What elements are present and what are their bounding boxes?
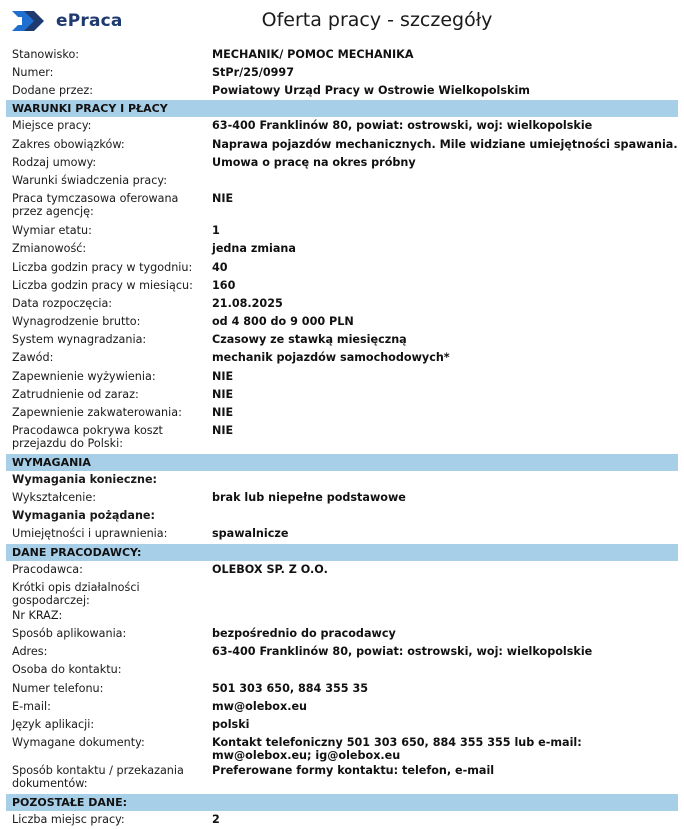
detail-row — [6, 172, 678, 190]
detail-value: polski — [212, 717, 250, 731]
section-title: DANE PRACODAWCY: — [6, 544, 678, 561]
detail-label: Wymiar etatu: — [12, 224, 92, 238]
detail-value: StPr/25/0997 — [212, 66, 294, 79]
detail-value: Umowa o pracę na okres próbny — [212, 155, 416, 169]
detail-label: Sposób kontaktu / przekazania dokumentów: — [12, 764, 184, 791]
detail-row — [6, 422, 678, 454]
detail-label: Zapewnienie zakwaterowania: — [12, 406, 182, 419]
section-title: WYMAGANIA — [6, 454, 678, 471]
detail-label: Zawód: — [12, 351, 54, 365]
detail-row — [6, 607, 678, 625]
detail-label: Pracodawca pokrywa koszt przejazdu do Polski: — [12, 424, 163, 451]
detail-row — [6, 349, 678, 367]
detail-value: Kontakt telefoniczny 501 303 650, 884 355 355 lub e-mail: mw@olebox.eu; ig@olebox.eu — [212, 736, 582, 763]
detail-row — [6, 331, 678, 349]
detail-value: NIE — [212, 369, 234, 383]
detail-value — [206, 661, 678, 679]
subsection-preferred — [6, 507, 678, 525]
section-header-warunki — [6, 100, 678, 117]
detail-row — [6, 661, 678, 679]
offer-details-table — [6, 42, 678, 829]
detail-row — [6, 117, 678, 135]
detail-value: mechanik pojazdów samochodowych* — [212, 351, 450, 365]
section-title: WARUNKI PRACY I PŁACY — [6, 100, 678, 117]
detail-value: Preferowane formy kontaktu: telefon, e-mail — [212, 764, 495, 778]
detail-value: MECHANIK/ POMOC MECHANIKA — [212, 48, 414, 61]
detail-row — [6, 295, 678, 313]
detail-label: Wynagrodzenie brutto: — [12, 315, 141, 329]
detail-label: Numer: — [12, 66, 54, 79]
detail-label: Wykształcenie: — [12, 491, 96, 505]
detail-row — [6, 579, 678, 607]
detail-value: 501 303 650, 884 355 35 — [212, 681, 369, 695]
detail-row — [6, 136, 678, 154]
detail-label: Data rozpoczęcia: — [12, 296, 113, 310]
detail-row — [6, 154, 678, 172]
detail-value: Powiatowy Urząd Pracy w Ostrowie Wielkopolskim — [212, 84, 530, 98]
detail-row — [6, 716, 678, 734]
detail-row-numer — [6, 64, 678, 82]
detail-label: Rodzaj umowy: — [12, 155, 97, 169]
detail-label: Adres: — [12, 645, 48, 659]
detail-label: Miejsce pracy: — [12, 119, 92, 133]
detail-value — [206, 579, 678, 607]
detail-row — [6, 489, 678, 507]
detail-value: jedna zmiana — [212, 242, 296, 256]
detail-value: mw@olebox.eu — [212, 699, 308, 713]
detail-row — [6, 259, 678, 277]
detail-row — [6, 762, 678, 794]
detail-row-stanowisko — [6, 42, 678, 64]
detail-value: OLEBOX SP. Z O.O. — [212, 562, 328, 576]
detail-row — [6, 222, 678, 240]
detail-row — [6, 811, 678, 829]
detail-row — [6, 625, 678, 643]
detail-value: Naprawa pojazdów mechanicznych. Mile widziane umiejętności spawania. — [212, 137, 678, 151]
detail-value: od 4 800 do 9 000 PLN — [212, 315, 354, 329]
detail-value: 63-400 Franklinów 80, powiat: ostrowski, woj: wielkopolskie — [212, 119, 593, 133]
detail-row — [6, 313, 678, 331]
detail-row — [6, 698, 678, 716]
detail-value: 63-400 Franklinów 80, powiat: ostrowski, woj: wielkopolskie — [212, 645, 593, 659]
detail-value: 40 — [212, 260, 228, 274]
detail-label: Nr KRAZ: — [12, 608, 63, 622]
detail-row-dodane-przez — [6, 82, 678, 100]
detail-value: NIE — [212, 387, 234, 401]
detail-label: Stanowisko: — [12, 48, 80, 61]
subsection-required — [6, 471, 678, 489]
detail-label: Zatrudnienie od zaraz: — [12, 387, 139, 401]
detail-value: NIE — [212, 192, 234, 206]
detail-label: Wymagane dokumenty: — [12, 736, 145, 750]
section-title: POZOSTAŁE DANE: — [6, 794, 678, 811]
detail-row — [6, 734, 678, 762]
detail-label: Sposób aplikowania: — [12, 626, 127, 640]
detail-value: NIE — [212, 424, 234, 438]
detail-row — [6, 404, 678, 422]
detail-row — [6, 643, 678, 661]
detail-label: Zapewnienie wyżywienia: — [12, 369, 156, 383]
detail-label: Zakres obowiązków: — [12, 137, 125, 151]
detail-label: Liczba miejsc pracy: — [12, 813, 125, 827]
detail-row — [6, 386, 678, 404]
detail-label: System wynagradzania: — [12, 333, 147, 347]
detail-label: E-mail: — [12, 699, 51, 713]
detail-value: Czasowy ze stawką miesięczną — [212, 333, 407, 347]
detail-value: brak lub niepełne podstawowe — [212, 491, 406, 505]
detail-row — [6, 525, 678, 543]
detail-label: Dodane przez: — [12, 84, 94, 98]
detail-label: Zmianowość: — [12, 242, 87, 256]
detail-value: 2 — [212, 813, 220, 827]
detail-label: Krótki opis działalności gospodarczej: — [12, 580, 140, 607]
detail-value — [206, 172, 678, 190]
detail-value — [206, 607, 678, 625]
section-header-pracodawca — [6, 544, 678, 561]
detail-row — [6, 368, 678, 386]
detail-label: Warunki świadczenia pracy: — [12, 173, 167, 187]
subsection-title: Wymagania konieczne: — [12, 473, 158, 487]
page-title: Oferta pracy - szczegóły — [261, 9, 493, 31]
detail-row — [6, 561, 678, 579]
detail-row — [6, 190, 678, 222]
subsection-title: Wymagania pożądane: — [12, 509, 155, 523]
detail-value: 1 — [212, 224, 220, 238]
detail-label: Pracodawca: — [12, 562, 83, 576]
detail-row — [6, 680, 678, 698]
detail-label: Praca tymczasowa oferowana przez agencję: — [12, 192, 179, 219]
detail-label: Język aplikacji: — [12, 717, 95, 731]
detail-label: Osoba do kontaktu: — [12, 663, 122, 677]
section-header-wymagania — [6, 454, 678, 471]
detail-value: NIE — [212, 406, 234, 419]
logo-text: ePraca — [56, 11, 123, 31]
detail-label: Umiejętności i uprawnienia: — [12, 527, 168, 541]
detail-value: 160 — [212, 278, 236, 292]
detail-value: spawalnicze — [212, 527, 289, 541]
detail-value: 21.08.2025 — [212, 296, 283, 310]
detail-label: Liczba godzin pracy w miesiącu: — [12, 278, 193, 292]
detail-row — [6, 277, 678, 295]
detail-row — [6, 240, 678, 258]
page-header — [6, 0, 678, 42]
detail-label: Liczba godzin pracy w tygodniu: — [12, 260, 193, 274]
detail-value: bezpośrednio do pracodawcy — [212, 626, 396, 640]
detail-label: Numer telefonu: — [12, 681, 104, 695]
